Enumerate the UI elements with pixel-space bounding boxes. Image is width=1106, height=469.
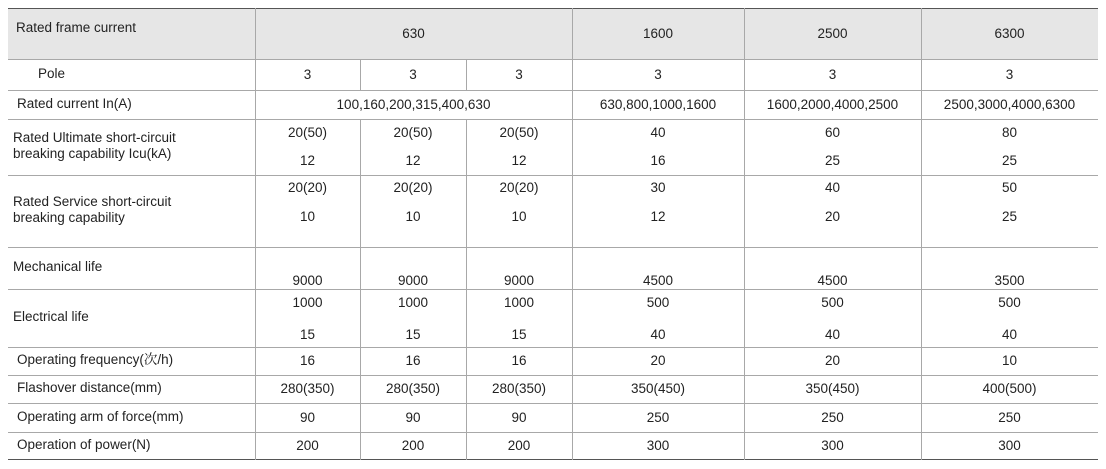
cell-value: 80 xyxy=(1001,125,1018,140)
cell-value: 40 xyxy=(650,327,666,342)
cell-value: 4500 xyxy=(817,273,848,288)
frame-630-header: 630 xyxy=(402,26,425,41)
row-divider xyxy=(8,119,1098,120)
header-label: Rated frame current xyxy=(16,20,137,35)
column-divider xyxy=(466,119,467,460)
row-divider xyxy=(8,247,1098,248)
cell-value: 1000 xyxy=(292,295,323,310)
cell-value: 20(50) xyxy=(393,125,433,140)
cell-value: 350(450) xyxy=(805,381,860,396)
column-divider xyxy=(572,8,573,460)
row-label: Operating frequency(次/h) xyxy=(17,352,174,367)
cell-value: 280(350) xyxy=(280,381,335,396)
cell-value: 200 xyxy=(507,438,531,453)
cell-value: 90 xyxy=(405,409,421,425)
cell-value: 3 xyxy=(828,66,837,82)
row-divider xyxy=(8,432,1098,433)
cell-value: 25 xyxy=(1001,209,1018,224)
cell-value: 40 xyxy=(650,125,666,140)
cell-value: 90 xyxy=(511,409,527,425)
column-divider xyxy=(466,59,467,90)
row-label: Operating arm of force(mm) xyxy=(17,408,184,424)
row-divider xyxy=(8,59,1098,60)
header-row xyxy=(8,8,1098,59)
cell-value: 20 xyxy=(824,353,841,368)
cell-value: 300 xyxy=(646,438,670,453)
cell-value: 3 xyxy=(515,66,523,82)
cell-value: 16 xyxy=(405,353,421,368)
cell-value: 16 xyxy=(650,153,666,168)
cell-value: 20 xyxy=(824,209,841,224)
row-divider xyxy=(8,347,1098,348)
cell-value: 9000 xyxy=(503,273,535,288)
cell-value: 500 xyxy=(646,295,670,310)
cell-value: 25 xyxy=(824,153,841,168)
cell-value: 500 xyxy=(821,295,844,310)
cell-value: 20(20) xyxy=(287,180,328,195)
cell-value: 40 xyxy=(1001,327,1018,342)
column-divider xyxy=(744,8,745,460)
cell-value: 400(500) xyxy=(982,381,1037,396)
cell-value: 3 xyxy=(1005,66,1014,82)
cell-value: 250 xyxy=(998,409,1021,425)
cell-value: 280(350) xyxy=(385,381,441,396)
cell-value: 1600,2000,4000,2500 xyxy=(766,96,899,112)
cell-value: 1000 xyxy=(503,295,535,310)
cell-value: 280(350) xyxy=(491,381,547,396)
specification-table xyxy=(8,8,1098,460)
row-label: breaking capability xyxy=(13,210,125,225)
cell-value: 3500 xyxy=(994,273,1025,288)
cell-value: 15 xyxy=(511,327,527,342)
cell-value: 3 xyxy=(654,66,662,82)
row-label: Rated current In(A) xyxy=(17,95,132,111)
cell-value: 20(50) xyxy=(287,125,328,140)
cell-value: 3 xyxy=(303,66,312,82)
cell-value: 9000 xyxy=(397,273,429,288)
cell-value: 15 xyxy=(299,327,316,342)
cell-value: 350(450) xyxy=(630,381,686,396)
row-divider xyxy=(8,289,1098,290)
row-divider xyxy=(8,90,1098,91)
cell-value: 250 xyxy=(646,409,670,425)
cell-value: 9000 xyxy=(292,273,323,288)
cell-value: 20(50) xyxy=(499,125,539,140)
cell-value: 20(20) xyxy=(499,180,539,195)
cell-value: 2500,3000,4000,6300 xyxy=(943,96,1076,112)
cell-value: 12 xyxy=(299,153,316,168)
row-label: Rated Service short-circuit xyxy=(13,194,172,209)
row-label: Operation of power(N) xyxy=(17,437,151,452)
cell-value: 40 xyxy=(824,180,841,195)
row-divider xyxy=(8,375,1098,376)
cell-value: 90 xyxy=(299,409,316,425)
cell-value: 300 xyxy=(998,438,1021,453)
row-label: breaking capability Icu(kA) xyxy=(13,146,172,161)
column-divider xyxy=(360,119,361,460)
frame-1600-header: 1600 xyxy=(642,26,674,41)
row-divider xyxy=(8,175,1098,176)
column-divider xyxy=(255,8,256,460)
cell-value: 12 xyxy=(405,153,421,168)
cell-value: 200 xyxy=(296,438,319,453)
cell-value: 12 xyxy=(650,209,666,224)
cell-value: 250 xyxy=(821,409,844,425)
frame-2500-header: 2500 xyxy=(817,26,848,41)
row-divider xyxy=(8,403,1098,404)
cell-value: 100,160,200,315,400,630 xyxy=(336,96,491,112)
cell-value: 20(20) xyxy=(393,180,433,195)
cell-value: 60 xyxy=(824,125,841,140)
cell-value: 16 xyxy=(511,353,527,368)
cell-value: 3 xyxy=(409,66,417,82)
cell-value: 10 xyxy=(405,209,421,224)
cell-value: 40 xyxy=(824,327,841,342)
cell-value: 500 xyxy=(998,295,1021,310)
cell-value: 30 xyxy=(650,180,666,195)
cell-value: 10 xyxy=(511,209,527,224)
column-divider xyxy=(360,59,361,90)
cell-value: 20 xyxy=(650,353,666,368)
row-label: Electrical life xyxy=(13,309,89,324)
cell-value: 15 xyxy=(405,327,421,342)
row-divider xyxy=(8,8,1098,9)
cell-value: 25 xyxy=(1001,153,1018,168)
cell-value: 10 xyxy=(1001,353,1018,368)
row-divider xyxy=(8,459,1098,460)
cell-value: 16 xyxy=(299,353,316,368)
cell-value: 4500 xyxy=(642,273,674,288)
cell-value: 300 xyxy=(821,438,844,453)
cell-value: 12 xyxy=(511,153,527,168)
cell-value: 10 xyxy=(299,209,316,224)
cell-value: 200 xyxy=(401,438,425,453)
row-label: Rated Ultimate short-circuit xyxy=(13,130,176,145)
column-divider xyxy=(921,8,922,460)
cell-value: 1000 xyxy=(397,295,429,310)
row-label: Pole xyxy=(38,65,66,81)
cell-value: 50 xyxy=(1001,180,1018,195)
frame-6300-header: 6300 xyxy=(994,26,1025,41)
row-label: Flashover distance(mm) xyxy=(17,380,162,395)
cell-value: 630,800,1000,1600 xyxy=(599,96,717,112)
row-label: Mechanical life xyxy=(13,259,103,274)
